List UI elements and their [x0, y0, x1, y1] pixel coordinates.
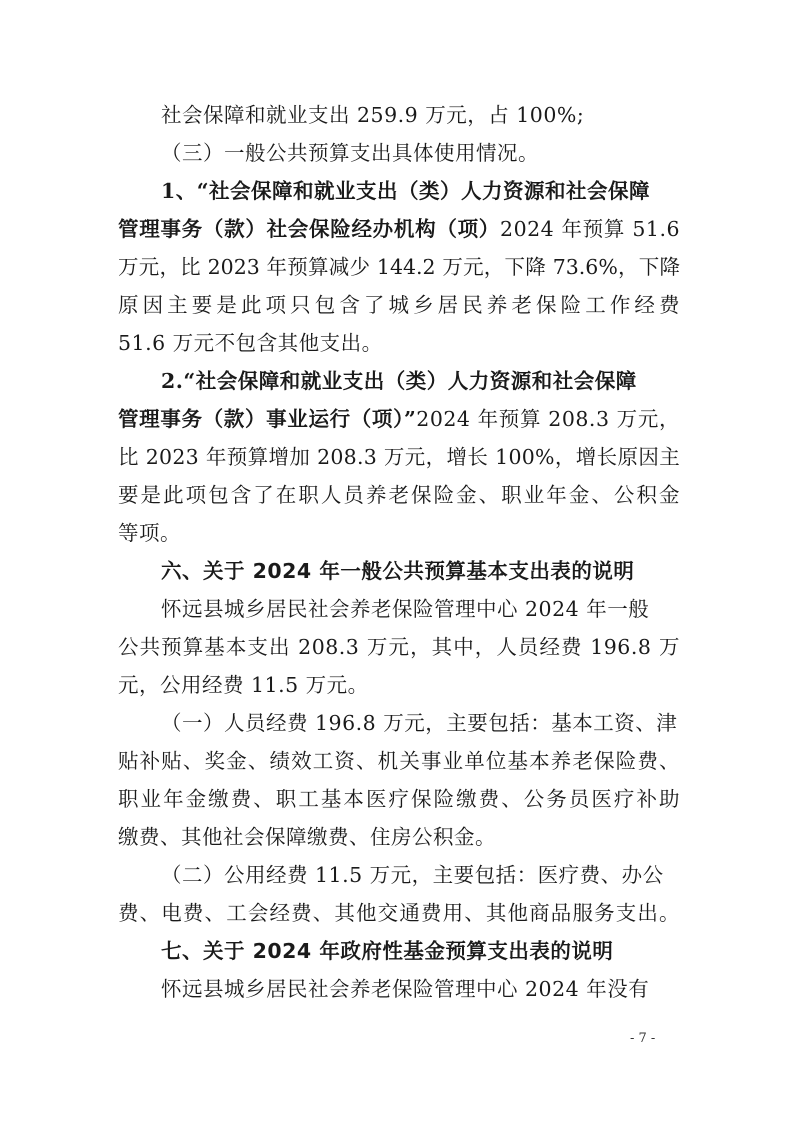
text-line: 贴补贴、奖金、绩效工资、机关事业单位基本养老保险费、 — [118, 749, 680, 773]
section-heading: 七、关于 2024 年政府性基金预算支出表的说明 — [161, 939, 614, 963]
text-segment: 2024 年预算 208.3 万元， — [416, 407, 680, 431]
text-line: 费、电费、工会经费、其他交通费用、其他商品服务支出。 — [118, 901, 680, 925]
mixed-line — [118, 400, 680, 438]
text-line: （二）公用经费 11.5 万元，主要包括：医疗费、办公 — [161, 863, 664, 887]
text-line: 社会保障和就业支出 259.9 万元，占 100%; — [161, 103, 585, 127]
text-line: （三）一般公共预算支出具体使用情况。 — [161, 141, 539, 165]
bold-segment: 管理事务（款）社会保险经办机构（项） — [118, 217, 501, 241]
mixed-line — [118, 210, 680, 248]
page-number: - 7 - — [630, 1031, 656, 1046]
bold-segment: 管理事务（款）事业运行（项）” — [118, 407, 417, 431]
text-line: 怀远县城乡居民社会养老保险管理中心 2024 年没有 — [161, 977, 650, 1001]
text-line: 等项。 — [118, 521, 181, 545]
text-line: 要是此项包含了在职人员养老保险金、职业年金、公积金 — [118, 483, 680, 507]
text-line: 比 2023 年预算增加 208.3 万元，增长 100%，增长原因主 — [118, 445, 680, 469]
bold-heading-line: 2.“社会保障和就业支出（类）人力资源和社会保障 — [161, 369, 637, 393]
text-line: 公共预算基本支出 208.3 万元，其中，人员经费 196.8 万 — [118, 635, 680, 659]
text-line: 原因主要是此项只包含了城乡居民养老保险工作经费 — [118, 293, 680, 317]
bold-heading-line: 1、“社会保障和就业支出（类）人力资源和社会保障 — [161, 179, 651, 203]
text-line: 缴费、其他社会保障缴费、住房公积金。 — [118, 825, 496, 849]
document-body — [118, 96, 680, 1008]
text-line: 元，公用经费 11.5 万元。 — [118, 673, 369, 697]
text-segment: 2024 年预算 51.6 — [500, 217, 680, 241]
text-line: （一）人员经费 196.8 万元，主要包括：基本工资、津 — [161, 711, 678, 735]
text-line: 职业年金缴费、职工基本医疗保险缴费、公务员医疗补助 — [118, 787, 680, 811]
text-line: 万元，比 2023 年预算减少 144.2 万元，下降 73.6%，下降 — [118, 255, 680, 279]
text-line: 51.6 万元不包含其他支出。 — [118, 331, 383, 355]
text-line: 怀远县城乡居民社会养老保险管理中心 2024 年一般 — [161, 597, 650, 621]
section-heading: 六、关于 2024 年一般公共预算基本支出表的说明 — [161, 559, 635, 583]
